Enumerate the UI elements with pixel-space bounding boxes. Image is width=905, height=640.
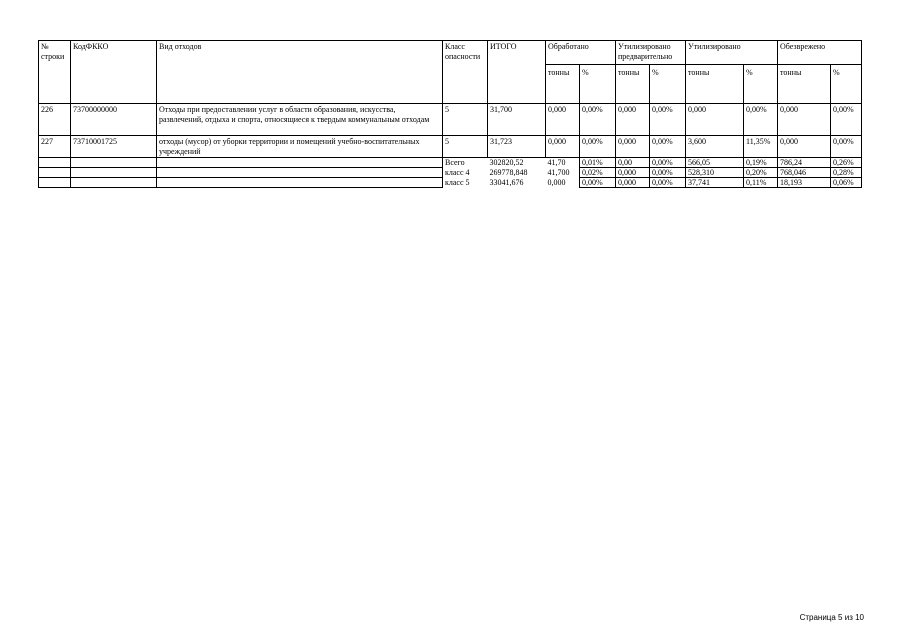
page-number: Страница 5 из 10 [799,613,864,622]
empty-cell [39,158,71,168]
total-value: 33041,676 [489,177,524,187]
neutralized-percent: 0,28% [831,168,862,178]
utilized-pre-percent: 0,00% [650,104,686,136]
unit-percent: % [744,65,778,104]
processed-tonnes: 0,000 [546,104,580,136]
neutralized-tonnes: 0,000 [778,136,831,158]
total-value: 31,723 [488,136,546,158]
utilized-pre-tonnes: 0,000 [616,168,650,178]
col-header-waste-type: Вид отходов [157,41,443,104]
empty-cell [71,178,157,188]
utilized-pre-percent: 0,00% [650,158,686,168]
utilized-tonnes: 37,741 [686,178,744,188]
unit-tonnes: тонны [546,65,580,104]
empty-cell [157,168,443,178]
row-number: 227 [39,136,71,158]
utilized-pre-tonnes: 0,000 [616,178,650,188]
processed-percent: 0,00% [580,178,616,188]
processed-percent: 0,02% [580,168,616,178]
totals-label: класс 4 [445,167,470,177]
totals-row-class5 [39,178,862,188]
unit-tonnes: тонны [616,65,650,104]
col-header-neutralized: Обезврежено [778,41,862,65]
utilized-pre-percent: 0,00% [650,136,686,158]
col-header-processed: Обработано [546,41,616,65]
utilized-percent: 0,20% [744,168,778,178]
col-header-hazard-class: Класс опасности [443,41,488,104]
col-header-row-no: № строки [39,41,71,104]
utilized-pre-tonnes: 0,000 [616,104,650,136]
utilized-tonnes: 566,05 [686,158,744,168]
unit-tonnes: тонны [778,65,831,104]
total-value: 269778,848 [489,167,528,177]
col-header-utilized-pre: Утилизировано предварительно [616,41,686,65]
totals-label: класс 5 [445,177,470,187]
utilized-percent: 11,35% [744,136,778,158]
waste-report-table [38,40,862,188]
neutralized-percent: 0,00% [831,104,862,136]
unit-percent: % [580,65,616,104]
processed-percent: 0,01% [580,158,616,168]
total-value: 31,700 [488,104,546,136]
utilized-percent: 0,11% [744,178,778,188]
empty-cell [39,178,71,188]
unit-percent: % [831,65,862,104]
header-row-top [39,41,862,65]
waste-name: отходы (мусор) от уборки территории и помещений учебно-воспитательных учреждений [157,136,443,158]
totals-row-all [39,158,862,168]
waste-name: Отходы при предоставлении услуг в области образования, искусства, развлечений, отдыха и спорта, относящиеся к твердым коммунальным отходам [157,104,443,136]
col-header-total: ИТОГО [488,41,546,104]
unit-percent: % [650,65,686,104]
processed-tonnes: 41,70 [547,158,566,167]
neutralized-percent: 0,06% [831,178,862,188]
processed-tonnes: 0,000 [546,136,580,158]
neutralized-tonnes: 768,046 [778,168,831,178]
neutralized-tonnes: 0,000 [778,104,831,136]
neutralized-percent: 0,26% [831,158,862,168]
total-value: 302820,52 [489,158,524,167]
fkko-code: 73700000000 [71,104,157,136]
table-row [39,136,862,158]
utilized-pre-tonnes: 0,000 [616,136,650,158]
utilized-tonnes: 528,310 [686,168,744,178]
neutralized-percent: 0,00% [831,136,862,158]
totals-row-class4 [39,168,862,178]
col-header-utilized: Утилизировано [686,41,778,65]
neutralized-tonnes: 18,193 [778,178,831,188]
fkko-code: 73710001725 [71,136,157,158]
neutralized-tonnes: 786,24 [778,158,831,168]
table-row [39,104,862,136]
row-number: 226 [39,104,71,136]
utilized-tonnes: 0,000 [686,104,744,136]
utilized-tonnes: 3,600 [686,136,744,158]
unit-tonnes: тонны [686,65,744,104]
col-header-code: КодФККО [71,41,157,104]
hazard-class: 5 [443,136,488,158]
utilized-percent: 0,19% [744,158,778,168]
empty-cell [157,158,443,168]
utilized-pre-percent: 0,00% [650,168,686,178]
processed-percent: 0,00% [580,136,616,158]
empty-cell [39,168,71,178]
empty-cell [71,168,157,178]
processed-tonnes: 0,000 [547,177,566,187]
empty-cell [157,178,443,188]
processed-percent: 0,00% [580,104,616,136]
totals-label: Всего [445,158,465,167]
utilized-percent: 0,00% [744,104,778,136]
hazard-class: 5 [443,104,488,136]
processed-tonnes: 41,700 [547,167,570,177]
utilized-pre-tonnes: 0,00 [616,158,650,168]
utilized-pre-percent: 0,00% [650,178,686,188]
empty-cell [71,158,157,168]
